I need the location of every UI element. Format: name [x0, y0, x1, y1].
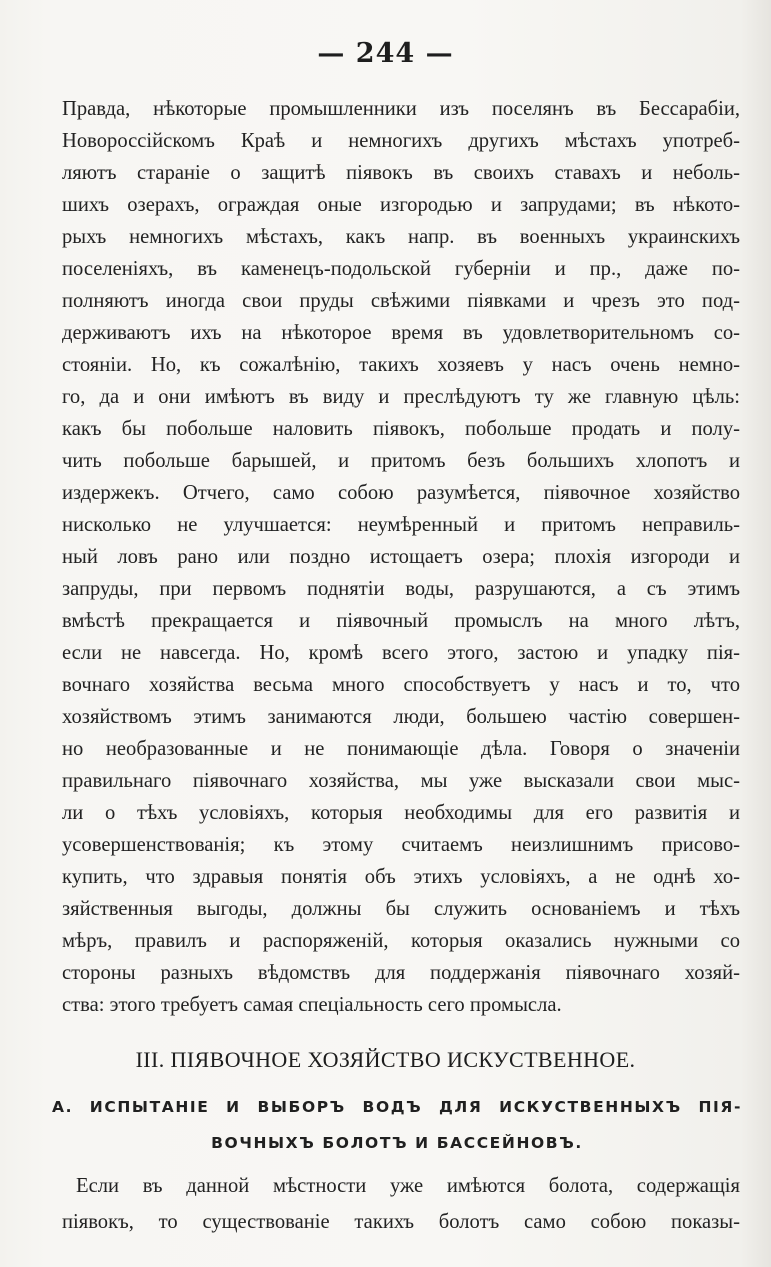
- text-line: нисколько не улучшается: неумѣренный и притомъ неправиль-: [62, 514, 740, 536]
- text-line: піявокъ, то существованіе такихъ болотъ само собою показы-: [62, 1211, 740, 1233]
- text-line: усовершенствованія; къ этому считаемъ неизлишнимъ присово-: [62, 834, 740, 856]
- text-line: правильнаго піявочнаго хозяйства, мы уже высказали свои мыс-: [62, 770, 740, 792]
- text-line: купить, что здравыя понятія объ этихъ условіяхъ, а не однѣ хо-: [62, 866, 740, 888]
- page-number: — 244 —: [317, 38, 454, 69]
- text-line: какъ бы побольше наловить піявокъ, побольше продать и полу-: [62, 418, 740, 440]
- subsection-heading: [52, 1089, 742, 1161]
- body-paragraph: [62, 93, 740, 1021]
- section-title: III. ПІЯВОЧНОЕ ХОЗЯЙСТВО ИСКУСТВЕННОЕ.: [135, 1047, 636, 1072]
- text-line: вочнаго хозяйства весьма много способствуетъ у насъ и то, что: [62, 674, 740, 696]
- text-line: Правда, нѣкоторые промышленники изъ поселянъ въ Бессарабіи,: [62, 98, 740, 120]
- next-paragraph: [62, 1168, 740, 1240]
- subsection-heading-line: А. ИСПЫТАНІЕ И ВЫБОРЪ ВОДЪ ДЛЯ ИСКУСТВЕННЫХЪ ПІЯ-: [52, 1098, 742, 1116]
- text-line: ли о тѣхъ условіяхъ, которыя необходимы для его развитія и: [62, 802, 740, 824]
- text-line: ный ловъ рано или поздно истощаетъ озера; плохія изгороди и: [62, 546, 740, 568]
- text-line: держиваютъ ихъ на нѣкоторое время въ удовлетворительномъ со-: [62, 322, 740, 344]
- text-line: стороны разныхъ вѣдомствъ для поддержанія піявочнаго хозяй-: [62, 962, 740, 984]
- subsection-heading-line: ВОЧНЫХЪ БОЛОТЪ И БАССЕЙНОВЪ.: [211, 1134, 583, 1152]
- text-line: ляютъ стараніе о защитѣ піявокъ въ своихъ ставахъ и неболь-: [62, 162, 740, 184]
- text-line: стояніи. Но, къ сожалѣнію, такихъ хозяевъ у насъ очень немно-: [62, 354, 740, 376]
- text-line: вмѣстѣ прекращается и піявочный промыслъ на много лѣтъ,: [62, 610, 740, 632]
- text-line: го, да и они имѣютъ въ виду и преслѣдуютъ ту же главную цѣль:: [62, 386, 740, 408]
- text-line: хозяйствомъ этимъ занимаются люди, большею частію совершен-: [62, 706, 740, 728]
- text-line: поселеніяхъ, въ каменецъ-подольской губерніи и пр., даже по-: [62, 258, 740, 280]
- text-line: если не навсегда. Но, кромѣ всего этого, застою и упадку пія-: [62, 642, 740, 664]
- text-line: шихъ озерахъ, ограждая оные изгородью и запрудами; въ нѣкото-: [62, 194, 740, 216]
- text-line: рыхъ немногихъ мѣстахъ, какъ напр. въ военныхъ украинскихъ: [62, 226, 740, 248]
- text-line: издержекъ. Отчего, само собою разумѣется, піявочное хозяйство: [62, 482, 740, 504]
- text-line: чить побольше барышей, и притомъ безъ большихъ хлопотъ и: [62, 450, 740, 472]
- text-line: мѣръ, правилъ и распоряженій, которыя оказались нужными со: [62, 930, 740, 952]
- text-line: полняютъ иногда свои пруды свѣжими піявками и чрезъ это под-: [62, 290, 740, 312]
- text-line: Если въ данной мѣстности уже имѣются болота, содержащія: [76, 1175, 740, 1197]
- text-line: запруды, при первомъ поднятіи воды, разрушаются, а съ этимъ: [62, 578, 740, 600]
- text-line: зяйственныя выгоды, должны бы служить основаніемъ и тѣхъ: [62, 898, 740, 920]
- text-line: но необразованные и не понимающіе дѣла. Говоря о значеніи: [62, 738, 740, 760]
- text-line: ства: этого требуетъ самая спеціальность сего промысла.: [62, 994, 562, 1016]
- text-line: Новороссійскомъ Краѣ и немногихъ другихъ мѣстахъ употреб-: [62, 130, 740, 152]
